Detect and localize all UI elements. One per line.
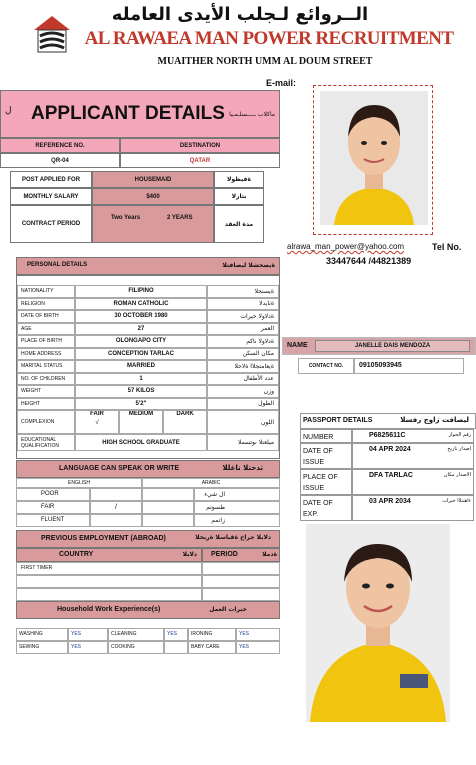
household-task-label: WASHING xyxy=(16,628,68,641)
contract-value-cell xyxy=(92,205,214,243)
personal-row-label: HOME ADDRESS xyxy=(17,348,75,361)
household-task-label: SEWING xyxy=(16,641,68,654)
personal-row-arabic: ةدلاولا خيرات xyxy=(207,310,279,323)
employment-first-timer: FIRST TIMER xyxy=(21,565,53,571)
reference-label: REFERENCE NO. xyxy=(35,142,85,149)
personal-row-label: WEIGHT xyxy=(17,385,75,398)
contact-no-label-cell xyxy=(298,358,354,374)
post-arabic: ةفيظولا xyxy=(227,176,251,183)
applicant-title-banner xyxy=(0,90,280,138)
personal-row-value: 1 xyxy=(75,373,207,386)
passport-row-value: 04 APR 2024 xyxy=(369,446,411,453)
complexion-option-dark xyxy=(163,410,207,434)
passport-row-arabic: اصدار تاريخ xyxy=(447,446,471,452)
company-name: AL RAWAEA MAN POWER RECRUITMENT xyxy=(84,28,454,49)
post-value: HOUSEMAID xyxy=(134,176,172,183)
passport-row-arabic: الاصدار مكان xyxy=(443,472,471,478)
passport-row-value-cell xyxy=(352,495,474,521)
passport-title-bar xyxy=(300,413,476,429)
personal-row-value: CONCEPTION TARLAC xyxy=(75,348,207,361)
contact-no-value-cell xyxy=(354,358,464,374)
personal-row-label: HEIGHT xyxy=(17,398,75,411)
language-row-arabic-level xyxy=(142,514,194,527)
language-row-english xyxy=(90,514,142,527)
language-row-label: FLUENT xyxy=(16,514,90,527)
education-label: EDUCATIONAL QUALIFICATION xyxy=(17,434,75,451)
language-row-label: FAIR xyxy=(16,501,90,514)
tel-label: Tel No. xyxy=(432,242,462,252)
destination-label: DESTINATION xyxy=(179,142,221,149)
applicant-title-arabic: ماكلاب ـــــسلـمـيا xyxy=(229,111,275,118)
applicant-photo-bottom xyxy=(306,524,450,722)
tel-value: 33447644 /44821389 xyxy=(326,256,412,266)
applicant-title-arabic-suffix: ل xyxy=(5,105,12,115)
post-label: POST APPLIED FOR xyxy=(21,176,81,183)
company-logo xyxy=(30,12,74,56)
salary-label-cell xyxy=(10,188,92,205)
complexion-option-label: DARK xyxy=(176,411,194,417)
education-arabic: ميلعتلا ىوتسملا xyxy=(207,434,279,451)
language-row-arabic-label: ال شيء xyxy=(194,488,280,501)
passport-row-label: DATE OF ISSUE xyxy=(300,443,352,469)
company-street: MUAITHER NORTH UMM AL DOUM STREET xyxy=(157,56,373,67)
contract-arabic-cell xyxy=(214,205,264,243)
salary-arabic-cell xyxy=(214,188,264,205)
destination-value-cell xyxy=(120,153,280,168)
language-table xyxy=(16,478,280,530)
employment-col-period: PERIOD xyxy=(211,551,238,558)
personal-row-arabic: ةيسنجلا xyxy=(207,285,279,298)
employment-col-country-arabic: دلابلا xyxy=(182,551,197,558)
language-row-arabic-label: زاتمم xyxy=(194,514,280,527)
contract-value-years: 2 YEARS xyxy=(167,215,193,221)
employment-title-arabic: دلابلا جراخ ةقباسلا ةربخلا xyxy=(195,534,271,541)
household-task-label: CLEANING xyxy=(108,628,164,641)
personal-title-bar xyxy=(16,257,280,275)
passport-row-label: NUMBER xyxy=(300,429,352,443)
employment-row-3-period xyxy=(202,588,280,601)
salary-label: MONTHLY SALARY xyxy=(23,193,79,200)
applicant-title: APPLICANT DETAILS xyxy=(31,103,225,124)
household-title-bar xyxy=(16,601,280,619)
language-row-arabic-level xyxy=(142,488,194,501)
personal-row-label: DATE OF BIRTH xyxy=(17,310,75,323)
personal-row-arabic: عدد الأطفال xyxy=(207,373,279,386)
salary-value-cell xyxy=(92,188,214,205)
personal-row-label: MARITAL STATUS xyxy=(17,360,75,373)
personal-row-label: PLACE OF BIRTH xyxy=(17,335,75,348)
personal-row-label: NATIONALITY xyxy=(17,285,75,298)
language-title-arabic: ثدحتلا تاغللا xyxy=(222,464,263,472)
destination-label-cell xyxy=(120,138,280,153)
employment-title: PREVIOUS EMPLOYMENT (ABROAD) xyxy=(41,535,166,542)
employment-row-2-period xyxy=(202,575,280,588)
personal-title: PERSONAL DETAILS xyxy=(27,262,88,268)
contract-label: CONTRACT PERIOD xyxy=(21,221,81,227)
personal-row-arabic: العمر xyxy=(207,323,279,336)
household-task-label: BABY CARE xyxy=(188,641,236,654)
personal-row-value: MARRIED xyxy=(75,360,207,373)
passport-row-value: DFA TARLAC xyxy=(369,472,413,479)
passport-title-arabic: ليصافت زاوج رفسلا xyxy=(400,416,469,424)
post-arabic-cell xyxy=(214,171,264,188)
reference-value-cell xyxy=(0,153,120,168)
destination-value: QATAR xyxy=(189,157,211,164)
name-value: JANELLE DAIS MENDOZA xyxy=(315,340,470,352)
employment-row-3-country xyxy=(16,588,202,601)
contract-arabic: مدة العقد xyxy=(224,220,254,228)
contact-email[interactable]: alrawa_man_power@yahoo.com xyxy=(287,242,405,251)
employment-col-country: COUNTRY xyxy=(59,551,94,558)
household-table xyxy=(16,628,280,656)
personal-row-value: 5'2" xyxy=(75,398,207,411)
personal-row-value: ROMAN CATHOLIC xyxy=(75,298,207,311)
complexion-label: COMPLEXION xyxy=(17,410,75,434)
complexion-option-medium xyxy=(119,410,163,434)
personal-row-value: 30 OCTOBER 1980 xyxy=(75,310,207,323)
employment-col-period-arabic: ةدملا xyxy=(262,551,277,558)
household-task-value: YES xyxy=(68,628,108,641)
post-value-cell xyxy=(92,171,214,188)
company-arabic-name: الــروائع لـجلب الأيدى العامله xyxy=(111,4,369,25)
language-row-arabic-label: طسوتم xyxy=(194,501,280,514)
contract-value-text: Two Years xyxy=(111,215,141,221)
passport-row-arabic: رقم الجواز xyxy=(448,432,471,438)
employment-col-period-cell xyxy=(202,548,280,562)
personal-row-label: RELIGION xyxy=(17,298,75,311)
language-col-english: ENGLISH xyxy=(68,480,90,486)
post-label-cell xyxy=(10,171,92,188)
name-label: NAME xyxy=(287,342,308,349)
education-value: HIGH SCHOOL GRADUATE xyxy=(75,434,207,451)
passport-row-value: 03 APR 2034 xyxy=(369,498,411,505)
passport-title: PASSPORT DETAILS xyxy=(303,417,373,424)
personal-row-arabic: الطول xyxy=(207,398,279,411)
complexion-option-label: FAIR xyxy=(90,411,104,417)
passport-row-arabic: ءاهتنلاا خيرات xyxy=(442,498,471,504)
household-task-value: YES xyxy=(164,628,188,641)
household-task-label: IRONING xyxy=(188,628,236,641)
contact-no-value: 09105093945 xyxy=(359,362,402,369)
language-title-bar xyxy=(16,460,280,478)
email-label: E-mail: xyxy=(266,78,297,88)
employment-row-1-period xyxy=(202,562,280,575)
household-task-value: YES xyxy=(236,641,280,654)
name-bar xyxy=(282,337,476,355)
contact-no-label: CONTACT NO. xyxy=(308,363,344,369)
passport-row-value-cell xyxy=(352,443,474,469)
complexion-arabic: اللون xyxy=(207,410,279,434)
passport-row-label: DATE OF EXP. xyxy=(300,495,352,521)
household-task-value: YES xyxy=(236,628,280,641)
employment-row-1-country xyxy=(16,562,202,575)
language-row-arabic-level xyxy=(142,501,194,514)
personal-row-value: 57 KILOS xyxy=(75,385,207,398)
salary-value: $400 xyxy=(146,193,160,200)
personal-row-arabic: مكان السكن xyxy=(207,348,279,361)
complexion-option-label: MEDIUM xyxy=(128,411,154,417)
complexion-option-fair xyxy=(75,410,119,434)
language-row-english xyxy=(90,488,142,501)
personal-row-arabic: ةنايدلا xyxy=(207,298,279,311)
household-title-arabic: خبرات العمل xyxy=(209,606,247,613)
passport-table xyxy=(300,429,474,521)
personal-row-value: OLONGAPO CITY xyxy=(75,335,207,348)
personal-row-arabic: وزن xyxy=(207,385,279,398)
employment-row-2-country xyxy=(16,575,202,588)
personal-table xyxy=(16,275,280,459)
passport-row-value-cell xyxy=(352,429,474,443)
salary-arabic: بتارلا xyxy=(231,193,247,200)
language-row-english: / xyxy=(90,501,142,514)
reference-label-cell xyxy=(0,138,120,153)
language-col-arabic: ARABIC xyxy=(201,480,221,486)
personal-row-value: FILIPINO xyxy=(75,285,207,298)
personal-row-value: 27 xyxy=(75,323,207,336)
complexion-check-mark: √ xyxy=(95,420,99,426)
language-title: LANGUAGE CAN SPEAK OR WRITE xyxy=(59,465,180,472)
household-task-value: YES xyxy=(68,641,108,654)
employment-title-bar xyxy=(16,530,280,548)
contract-label-cell xyxy=(10,205,92,243)
household-task-value xyxy=(164,641,188,654)
personal-row-arabic: ةيعامتجلاا ةلاحلا xyxy=(207,360,279,373)
language-row-label: POOR xyxy=(16,488,90,501)
employment-col-country-cell xyxy=(16,548,202,562)
personal-row-label: AGE xyxy=(17,323,75,336)
passport-row-label: PLACE OF ISSUE xyxy=(300,469,352,495)
passport-row-value: P6825611C xyxy=(369,432,406,439)
passport-row-value-cell xyxy=(352,469,474,495)
household-task-label: COOKING xyxy=(108,641,164,654)
applicant-photo-top xyxy=(320,91,428,225)
personal-title-arabic: ةيصخشلا ليصافتلا xyxy=(222,262,275,269)
household-title: Household Work Experience(s) xyxy=(57,606,161,613)
personal-row-arabic: ةدلاولا ناكم xyxy=(207,335,279,348)
personal-row-label: NO. OF CHILDREN xyxy=(17,373,75,386)
reference-value: QR-04 xyxy=(51,157,69,164)
